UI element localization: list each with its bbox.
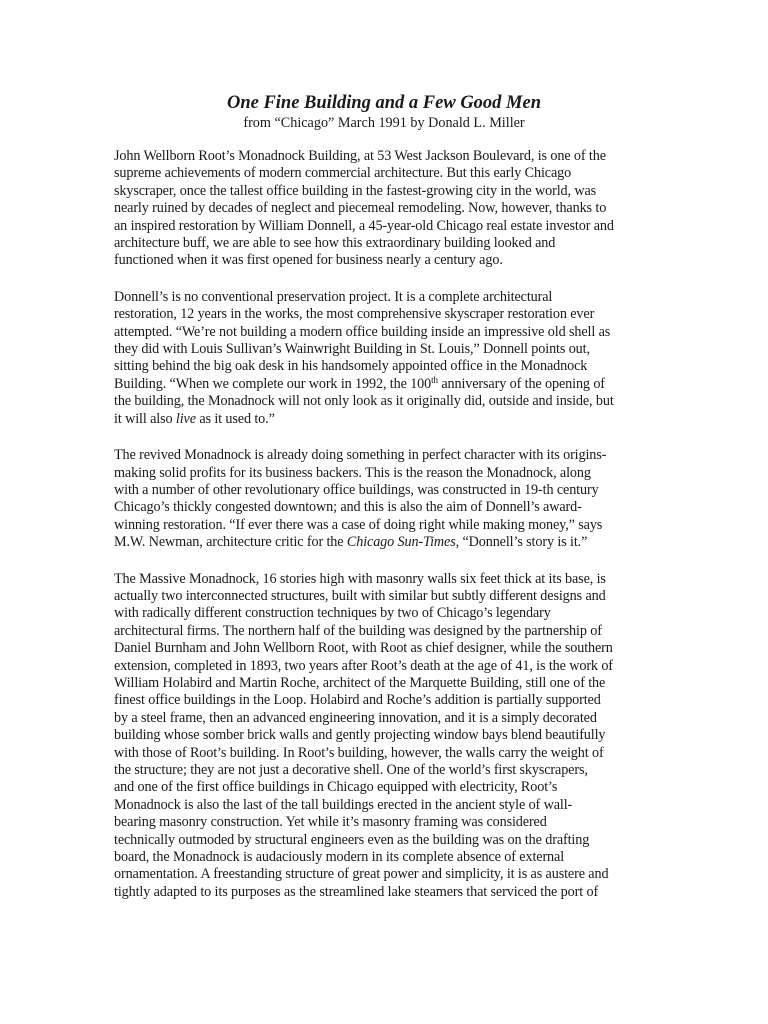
text-line: attempted. “We’re not building a modern office building inside an impressive old shell as — [114, 323, 611, 340]
text-line: they did with Louis Sullivan’s Wainwright Building in St. Louis,” Donnell points out, — [114, 341, 590, 358]
text-line: Daniel Burnham and John Wellborn Root, with Root as chief designer, while the southern — [114, 640, 613, 657]
text-line: with those of Root’s building. In Root’s building, however, the walls carry the weight of — [114, 744, 604, 761]
text-line: tightly adapted to its purposes as the streamlined lake steamers that serviced the port of — [114, 883, 599, 900]
page-subtitle: from “Chicago” March 1991 by Donald L. Miller — [243, 115, 525, 131]
article-body — [114, 148, 659, 920]
text-line: restoration, 12 years in the works, the most comprehensive skyscraper restoration ever — [114, 306, 595, 323]
text-line: nearly ruined by decades of neglect and piecemeal remodeling. Now, however, thanks to — [114, 200, 607, 217]
text-line: architectural firms. The northern half of the building was designed by the partnership of — [114, 622, 602, 639]
text-line: making solid profits for its business backers. This is the reason the Monadnock, along — [114, 464, 591, 481]
text-line: by a steel frame, then an advanced engineering innovation, and it is a simply decorated — [114, 709, 597, 726]
emphasis: Chicago Sun-Times — [346, 534, 456, 551]
text-line: with radically different construction techniques by two of Chicago’s legendary — [114, 605, 551, 622]
paragraph — [114, 148, 659, 270]
text-line: winning restoration. “If ever there was a case of doing right while making money,” says — [114, 516, 603, 533]
text-line: Building. “When we complete our work in 1992, the 100th anniversary of the opening of — [114, 374, 605, 392]
text-line: Monadnock is also the last of the tall buildings erected in the ancient style of wall- — [114, 796, 573, 813]
text-line: board, the Monadnock is audaciously modern in its complete absence of external — [114, 849, 565, 866]
text-line: Chicago’s thickly congested downtown; and this is also the aim of Donnell’s award- — [114, 499, 582, 516]
text-line: bearing masonry construction. Yet while it’s masonry framing was considered — [114, 814, 547, 831]
text-line: John Wellborn Root’s Monadnock Building, at 53 West Jackson Boulevard, is one of the — [114, 148, 606, 164]
text-line: the structure; they are not just a decorative shell. One of the world’s first skyscrapers, — [114, 762, 588, 778]
text-line: building whose somber brick walls and gently projecting window bays blend beautifully — [114, 727, 606, 744]
text-line: ornamentation. A freestanding structure of great power and simplicity, it is as austere and — [114, 866, 609, 883]
text-line: finest office buildings in the Loop. Holabird and Roche’s addition is partially supported — [114, 692, 601, 709]
emphasis: live — [175, 410, 196, 427]
text-line: sitting behind the big oak desk in his handsomely appointed office in the Monadnock — [114, 358, 588, 375]
paragraph — [114, 571, 659, 902]
text-line: supreme achievements of modern commercial architecture. But this early Chicago — [114, 165, 572, 182]
text-line: technically outmoded by structural engineers even as the building was on the drafting — [114, 831, 590, 848]
text-line: The revived Monadnock is already doing something in perfect character with its origins- — [114, 447, 607, 464]
paragraph — [114, 289, 659, 428]
paragraph — [114, 447, 659, 551]
page-title: One Fine Building and a Few Good Men — [226, 93, 542, 113]
text-line: actually two interconnected structures, built with similar but subtly different designs and — [114, 587, 606, 604]
text-line: extension, completed in 1893, two years after Root’s death at the age of 41, is the work of — [114, 657, 613, 674]
text-line: with a number of other revolutionary office buildings, was constructed in 19-th century — [114, 481, 599, 498]
text-line: the building, the Monadnock will not only look as it originally did, outside and inside, but — [114, 393, 614, 410]
text-line: Donnell’s is no conventional preservation project. It is a complete architectural — [114, 288, 553, 305]
superscript: th — [431, 374, 438, 385]
text-line: The Massive Monadnock, 16 stories high with masonry walls six feet thick at its base, is — [114, 570, 606, 587]
text-line: it will also live as it used to.” — [114, 410, 275, 427]
text-line: functioned when it was first opened for business nearly a century ago. — [114, 252, 503, 269]
text-line: skyscraper, once the tallest office building in the fastest-growing city in the world, was — [114, 182, 597, 199]
text-line: and one of the first office buildings in Chicago equipped with electricity, Root’s — [114, 779, 558, 796]
text-line: William Holabird and Martin Roche, architect of the Marquette Building, still one of the — [114, 674, 606, 691]
text-line: architecture buff, we are able to see how this extraordinary building looked and — [114, 235, 556, 252]
text-line: an inspired restoration by William Donnell, a 45-year-old Chicago real estate investor and — [114, 217, 614, 234]
text-line: M.W. Newman, architecture critic for the Chicago Sun-Times, “Donnell’s story is it.” — [114, 534, 588, 551]
